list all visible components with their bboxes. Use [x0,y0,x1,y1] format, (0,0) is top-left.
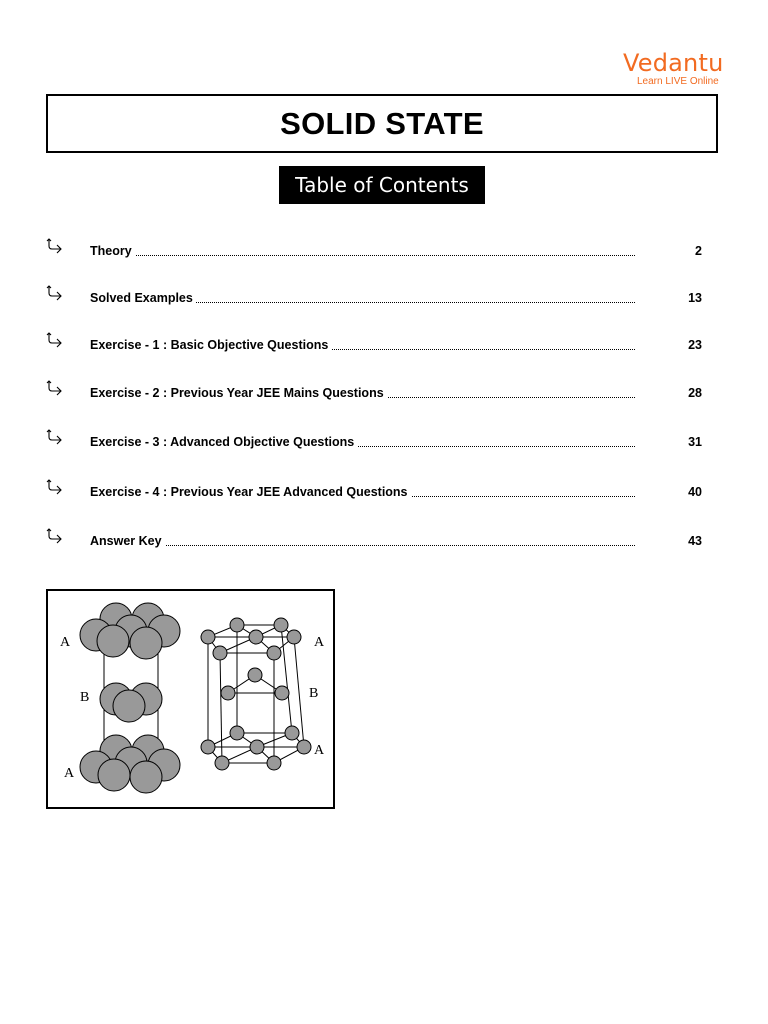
hooked-arrow-icon [46,478,64,496]
hooked-arrow-icon [46,379,64,397]
layer-label: A [60,635,71,650]
toc-item-page: 2 [695,244,702,258]
toc-item-page: 13 [688,291,702,305]
hooked-arrow-icon [46,428,64,446]
hcp-structure-figure [46,589,335,809]
vedantu-logo [623,50,723,87]
toc-item[interactable] [0,288,768,310]
layer-label: A [314,635,325,650]
toc-item[interactable] [0,335,768,357]
hooked-arrow-icon [46,237,64,255]
logo-tagline: Learn LIVE Online [637,76,719,87]
toc-item[interactable] [0,531,768,553]
toc-item-label: Answer Key [90,534,165,548]
toc-item-page: 28 [688,386,702,400]
toc-item-label: Exercise - 4 : Previous Year JEE Advanced Questions [90,485,411,499]
toc-heading: Table of Contents [279,166,485,204]
toc-item-page: 43 [688,534,702,548]
layer-label: B [80,690,90,705]
logo-brand: Vedantu [623,49,724,77]
layer-label: A [314,743,325,758]
toc-item-label: Exercise - 2 : Previous Year JEE Mains Questions [90,386,387,400]
toc-item-label: Exercise - 3 : Advanced Objective Questions [90,435,357,449]
toc-item[interactable] [0,482,768,504]
hcp-diagram [48,591,333,807]
layer-label: A [64,766,75,781]
title-box [46,94,718,153]
hooked-arrow-icon [46,284,64,302]
toc-item-label: Exercise - 1 : Basic Objective Questions [90,338,331,352]
toc-item[interactable] [0,241,768,263]
layer-label: B [309,686,319,701]
aba-sphere-stack [80,603,180,793]
toc-item-page: 23 [688,338,702,352]
hooked-arrow-icon [46,527,64,545]
toc-item[interactable] [0,432,768,454]
toc-item-page: 31 [688,435,702,449]
hooked-arrow-icon [46,331,64,349]
page-title: SOLID STATE [280,105,484,141]
toc-item-label: Theory [90,244,135,258]
toc-item[interactable] [0,383,768,405]
toc-item-label: Solved Examples [90,291,196,305]
toc-item-page: 40 [688,485,702,499]
